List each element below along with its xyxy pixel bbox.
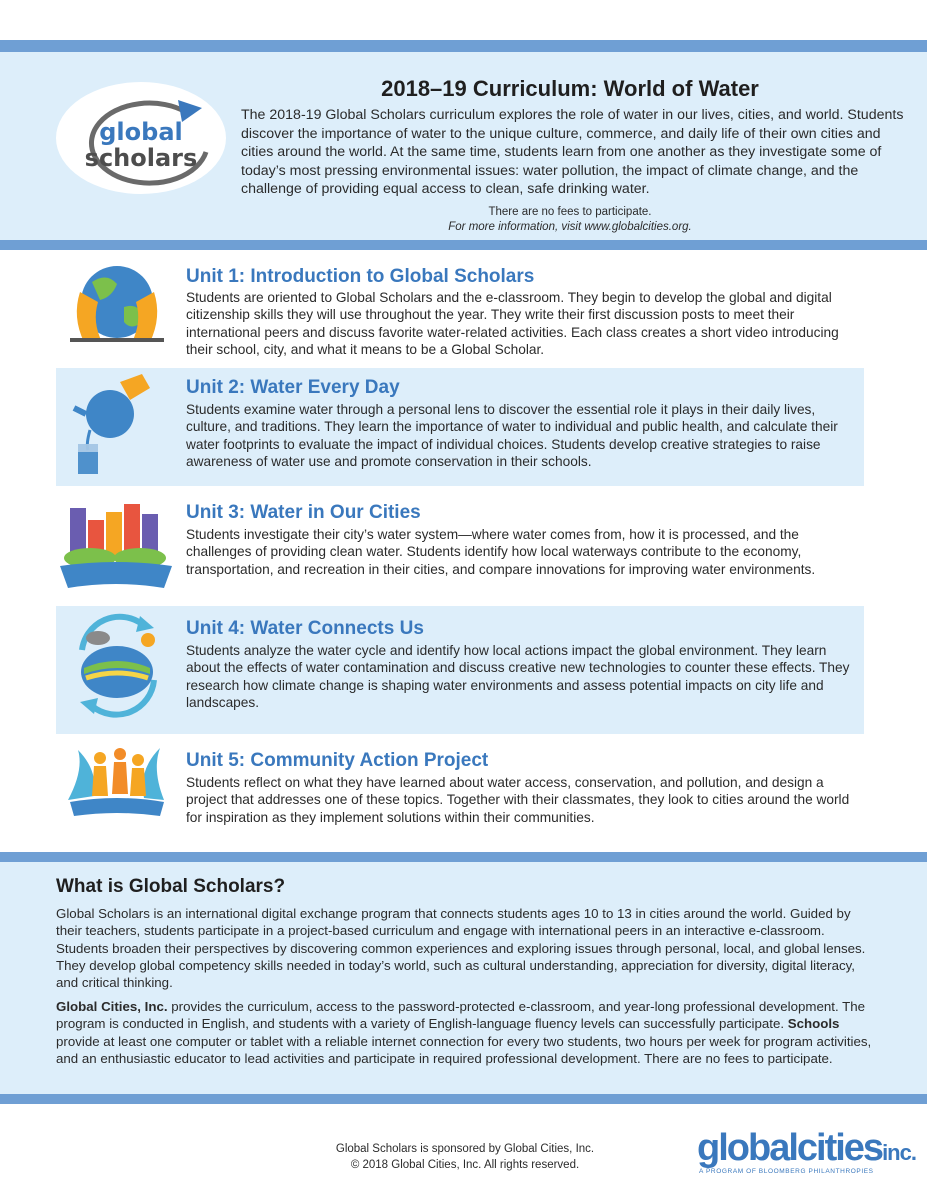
schools-label: Schools [787,1016,840,1032]
water-pitcher-icon [70,374,160,483]
about-para2-text2: provide at least one computer or tablet with a reliable internet connection for every two students, two hours per week for program activities, and an enthusiastic educator to lead activities and participate in required professional development. There are no fees to participate. [56,1033,872,1066]
footer-copyright-line: © 2018 Global Cities, Inc. All rights reserved. [350,1159,580,1171]
about-paragraph-1: Global Scholars is an international digital exchange program that connects students ages 10 to 13 in cities around the world. Guided by their teachers, students participate in a project-based curriculum and engage with international peers in an interactive e-classroom. Students broaden their perspectives by discovering common experiences and exploring issues through personal, local, and global lenses. They develop global competency skills needed in today’s world, such as cultural understanding, appreciation for diversity, digital literacy, and critical thinking. [56,906,866,991]
about-bottom-bar [0,1094,927,1104]
about-paragraph-2 [56,998,872,1067]
intro-paragraph: The 2018-19 Global Scholars curriculum explores the role of water in our lives, cities, and world. Students discover the importance of water to the unique culture, commerce, and daily life of their own cities and cities around the world. At the same time, students learn from one another as they investigate some of today’s most pressing environmental issues: water pollution, the impact of climate change, and the challenge of providing equal access to clean, safe drinking water. [241,107,904,197]
about-divider-bar [0,852,927,862]
top-divider-bar [0,40,927,52]
logo-line-scholars: scholars [84,144,198,172]
global-scholars-logo [56,82,226,194]
unit-1-text: Students are oriented to Global Scholars and the e-classroom. They begin to develop the global and digital citizenship skills they will use throughout the year. They write their first discussion posts to meet their international peers and discuss favorite water-related activities. Each class creates a short video introducing their school, city, and what it means to be a Global Scholar. [186,290,839,358]
page-title: 2018–19 Curriculum: World of Water [381,76,759,101]
globe-people-icon [62,262,172,355]
info-note: For more information, visit www.globalcities.org. [448,221,692,233]
logo-line-global: global [99,118,183,146]
unit-5-title: Unit 5: Community Action Project [186,750,489,771]
fees-note: There are no fees to participate. [488,206,652,218]
unit-5-text: Students reflect on what they have learned about water access, conservation, and pollution, and design a project that addresses one of these topics. Together with their classmates, they look to cities around the world for inspiration as they implement solutions within their communities. [186,775,850,825]
header-divider-bar [0,240,927,250]
gc-logo-subtitle: A PROGRAM OF BLOOMBERG PHILANTHROPIES [699,1168,874,1175]
unit-2-text: Students examine water through a personal lens to discover the essential role it plays in their daily lives, culture, and traditions. They learn the importance of water to individual and public health, and calculate their water footprints to evaluate the impact of individual choices. Students develop creative strategies to raise awareness of water use and promote conservation in their schools. [186,402,838,470]
unit-3-title: Unit 3: Water in Our Cities [186,502,421,523]
community-splash-icon [64,740,170,825]
global-cities-label: Global Cities, Inc. [56,999,168,1014]
water-cycle-icon [62,610,172,725]
about-para2-text1: provides the curriculum, access to the password-protected e-classroom, and year-long professional development. The program is conducted in English, and students with a variety of English-language fluency levels can successfully participate. [56,999,866,1032]
unit-2-title: Unit 2: Water Every Day [186,377,400,398]
unit-4-text: Students analyze the water cycle and identify how local actions impact the global environment. They learn about the effects of water contamination and discuss creative new technologies to counter these effects. They research how climate change is shaping water environments and assess potential impacts on city life and landscapes. [186,643,850,711]
unit-4-title: Unit 4: Water Connects Us [186,618,424,639]
gc-logo-main: globalcities [697,1127,883,1169]
unit-3-text: Students investigate their city’s water system—where water comes from, how it is processed, and the challenges of providing clean water. Students identify how local waterways contribute to the economy, transportation, and recreation in their cities, and compare innovations for improving water environments. [186,527,816,577]
unit-1-title: Unit 1: Introduction to Global Scholars [186,266,535,287]
footer-sponsor-line: Global Scholars is sponsored by Global Cities, Inc. [335,1143,595,1155]
global-cities-logo [697,1123,916,1183]
gc-logo-inc: inc. [882,1140,916,1165]
city-waterfront-icon [60,500,172,595]
about-title: What is Global Scholars? [56,876,286,897]
